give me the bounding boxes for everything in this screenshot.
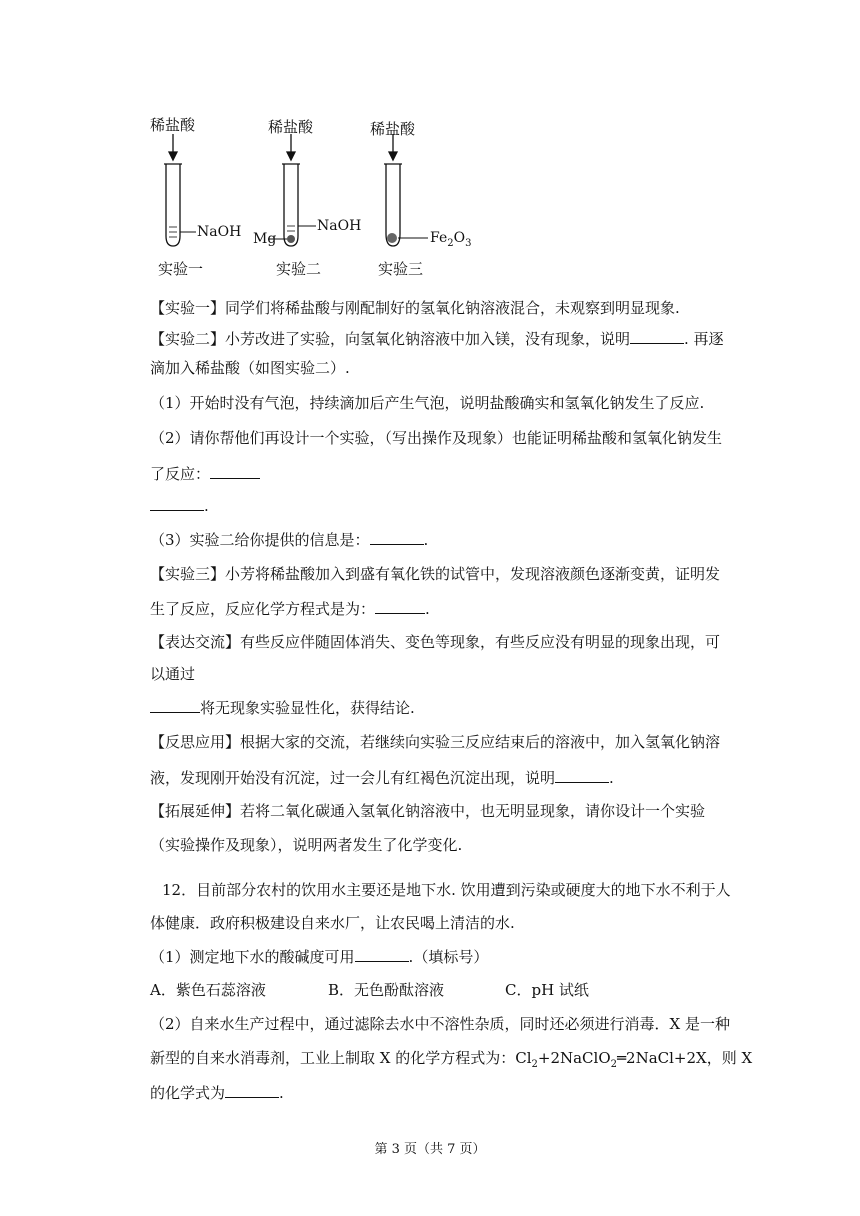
question-12-line: 12．目前部分农村的饮用水主要还是地下水. 饮用遭到污染或硬度大的地下水不利于人: [162, 881, 731, 899]
caption-experiment-3: 实验三: [378, 260, 424, 278]
text-line: .: [150, 495, 209, 516]
text-line: 【实验三】小芳将稀盐酸加入到盛有氧化铁的试管中，发现溶液颜色逐渐变黄，证明发: [150, 565, 721, 583]
text-line: 滴加入稀盐酸（如图实验二）.: [150, 359, 350, 377]
answer-blank: [370, 529, 424, 545]
text-line: 【实验一】同学们将稀盐酸与刚配制好的氢氧化钠溶液混合，未观察到明显现象.: [150, 299, 680, 317]
text-line: 了反应：: [150, 463, 260, 484]
answer-blank: [150, 697, 200, 713]
answer-blank: [225, 1082, 279, 1098]
page-footer: 第 3 页（共 7 页）: [374, 1142, 486, 1157]
text-line: 【反思应用】根据大家的交流，若继续向实验三反应结束后的溶液中，加入氢氧化钠溶: [150, 733, 721, 751]
text-line: 液，发现刚开始没有沉淀，过一会儿有红褐色沉淀出现，说明 .: [150, 769, 614, 787]
reagent-label-2: 稀盐酸: [268, 118, 314, 136]
equation-line: 新型的自来水消毒剂，工业上制取 X 的化学方程式为：$Cl_2+2NaClO_2═2NaCl+2X$，则 X: [150, 1049, 753, 1070]
answer-blank: [375, 598, 425, 614]
fe2o3-label: $Fe_2O_3$: [430, 230, 472, 249]
answer-blank: [555, 767, 609, 783]
answer-blank: [210, 463, 260, 479]
text-line: （3）实验二给你提供的信息是： .: [150, 531, 429, 549]
naoh-label-2: NaOH: [317, 218, 362, 234]
text-line: 的化学式为 .: [150, 1084, 284, 1102]
text-line: （实验操作及现象），说明两者发生了化学变化.: [150, 836, 463, 854]
caption-experiment-1: 实验一: [158, 260, 204, 278]
text-line: 生了反应，反应化学方程式是为： .: [150, 600, 430, 618]
text-line: （1）测定地下水的酸碱度可用 .（填标号）: [150, 948, 489, 966]
text-line: （2）自来水生产过程中，通过滤除去水中不溶性杂质，同时还必须进行消毒．X 是一种: [150, 1015, 730, 1033]
text-line: 【表达交流】有些反应伴随固体消失、变色等现象，有些反应没有明显的现象出现，可: [150, 633, 721, 651]
answer-blank: [150, 495, 204, 511]
reagent-label-1: 稀盐酸: [150, 116, 196, 134]
option-b: B．无色酚酞溶液: [328, 981, 445, 999]
text-line: 【拓展延伸】若将二氧化碳通入氢氧化钠溶液中，也无明显现象，请你设计一个实验: [150, 802, 706, 820]
text-line: 将无现象实验显性化，获得结论.: [150, 697, 415, 718]
text-line: （2）请你帮他们再设计一个实验，（写出操作及现象）也能证明稀盐酸和氢氧化钠发生: [150, 429, 723, 447]
option-a: A．紫色石蕊溶液: [150, 981, 266, 999]
experiment-figure: [130, 108, 490, 280]
text-line: 以通过: [150, 665, 196, 683]
caption-experiment-2: 实验二: [276, 260, 322, 278]
answer-blank: [630, 328, 684, 344]
text-line: 【实验二】小芳改进了实验，向氢氧化钠溶液中加入镁，没有现象，说明 . 再逐: [150, 330, 724, 348]
option-c: C．pH 试纸: [505, 981, 589, 999]
answer-blank: [355, 946, 409, 962]
mg-label: Mg: [253, 231, 277, 247]
text-line: 体健康．政府积极建设自来水厂，让农民喝上清洁的水.: [150, 914, 515, 932]
reagent-label-3: 稀盐酸: [370, 120, 416, 138]
naoh-label-1: NaOH: [197, 224, 242, 240]
text-line: （1）开始时没有气泡，持续滴加后产生气泡，说明盐酸确实和氢氧化钠发生了反应.: [150, 394, 705, 412]
